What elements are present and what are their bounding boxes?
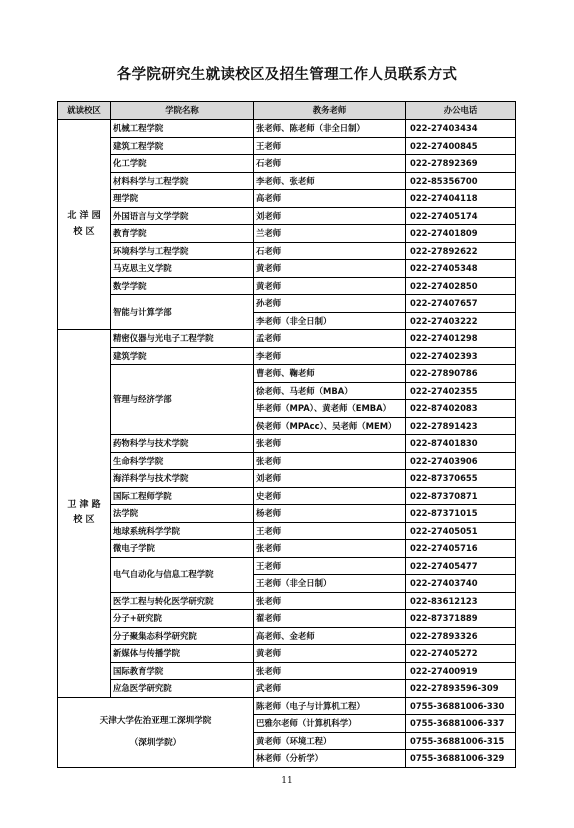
college-name: 微电子学院 <box>111 540 254 558</box>
college-name: 数学学院 <box>111 277 254 295</box>
table-row <box>58 260 516 278</box>
table-row <box>58 505 516 523</box>
contact-table <box>57 101 516 768</box>
teacher-name: 兰老师 <box>254 225 406 243</box>
campus-shenzhen <box>58 697 254 767</box>
teacher-name: 杨老师 <box>254 505 406 523</box>
office-phone: 022-27402355 <box>406 382 516 400</box>
table-row <box>58 277 516 295</box>
office-phone: 022-27891423 <box>406 417 516 435</box>
table-row <box>58 242 516 260</box>
teacher-name: 李老师 <box>254 347 406 365</box>
office-phone: 022-27405716 <box>406 540 516 558</box>
office-phone: 022-27401809 <box>406 225 516 243</box>
teacher-name: 黄老师 <box>254 645 406 663</box>
office-phone: 022-85356700 <box>406 172 516 190</box>
campus-name-line2: 校 区 <box>73 226 95 237</box>
teacher-name: 高老师 <box>254 190 406 208</box>
teacher-name: 史老师 <box>254 487 406 505</box>
office-phone: 022-27405477 <box>406 557 516 575</box>
college-name: 药物科学与技术学院 <box>111 435 254 453</box>
office-phone: 0755-36881006-330 <box>406 697 516 715</box>
campus-name-line2: 校 区 <box>73 515 95 526</box>
shenzhen-school-alias: （深圳学院） <box>129 738 182 748</box>
teacher-name: 张老师 <box>254 540 406 558</box>
office-phone: 022-27402850 <box>406 277 516 295</box>
office-phone: 022-83612123 <box>406 592 516 610</box>
table-row <box>58 190 516 208</box>
campus-weijin <box>58 330 111 698</box>
teacher-name: 王老师 <box>254 522 406 540</box>
teacher-name: 黄老师（环境工程） <box>254 732 406 750</box>
college-name: 分子聚集态科学研究院 <box>111 627 254 645</box>
college-name: 新媒体与传播学院 <box>111 645 254 663</box>
office-phone: 022-27405174 <box>406 207 516 225</box>
office-phone: 022-27403906 <box>406 452 516 470</box>
college-name: 分子+研究院 <box>111 610 254 628</box>
campus-name-line1: 卫 津 路 <box>67 499 101 510</box>
campus-name-line1: 北 洋 园 <box>67 211 101 222</box>
teacher-name: 武老师 <box>254 680 406 698</box>
table-row <box>58 645 516 663</box>
teacher-name: 陈老师（电子与计算机工程） <box>254 697 406 715</box>
office-phone: 0755-36881006-337 <box>406 715 516 733</box>
college-name: 海洋科学与技术学院 <box>111 470 254 488</box>
office-phone: 022-27893326 <box>406 627 516 645</box>
teacher-name: 石老师 <box>254 155 406 173</box>
campus-beiyang <box>58 120 111 330</box>
teacher-name: 王老师 <box>254 557 406 575</box>
teacher-name: 刘老师 <box>254 207 406 225</box>
college-name: 外国语言与文学学院 <box>111 207 254 225</box>
teacher-name: 林老师（分析学） <box>254 750 406 768</box>
table-row <box>58 680 516 698</box>
office-phone: 022-87402083 <box>406 400 516 418</box>
teacher-name: 毕老师（MPA）、黄老师（EMBA） <box>254 400 406 418</box>
office-phone: 022-87401830 <box>406 435 516 453</box>
office-phone: 022-27400845 <box>406 137 516 155</box>
college-name: 应急医学研究院 <box>111 680 254 698</box>
teacher-name: 张老师、陈老师（非全日制） <box>254 120 406 138</box>
table-row <box>58 522 516 540</box>
table-row <box>58 207 516 225</box>
college-name: 理学院 <box>111 190 254 208</box>
table-row <box>58 487 516 505</box>
teacher-name: 徐老师、马老师（MBA） <box>254 382 406 400</box>
table-row <box>58 435 516 453</box>
teacher-name: 李老师（非全日制） <box>254 312 406 330</box>
college-name: 电气自动化与信息工程学院 <box>111 557 254 592</box>
teacher-name: 孙老师 <box>254 295 406 313</box>
college-name: 管理与经济学部 <box>111 365 254 435</box>
college-name: 环境科学与工程学院 <box>111 242 254 260</box>
table-row <box>58 120 516 138</box>
table-row <box>58 452 516 470</box>
college-name: 精密仪器与光电子工程学院 <box>111 330 254 348</box>
page-title: 各学院研究生就读校区及招生管理工作人员联系方式 <box>116 67 458 83</box>
college-name: 建筑学院 <box>111 347 254 365</box>
page-number: 11 <box>281 776 293 786</box>
college-name: 地球系统科学学院 <box>111 522 254 540</box>
table-row <box>58 592 516 610</box>
teacher-name: 石老师 <box>254 242 406 260</box>
office-phone: 022-27403740 <box>406 575 516 593</box>
table-header-row <box>58 102 516 120</box>
table-row <box>58 610 516 628</box>
office-phone: 022-27402393 <box>406 347 516 365</box>
teacher-name: 孟老师 <box>254 330 406 348</box>
teacher-name: 张老师 <box>254 435 406 453</box>
table-row <box>58 470 516 488</box>
college-name: 国际工程师学院 <box>111 487 254 505</box>
teacher-name: 巴雅尔老师（计算机科学） <box>254 715 406 733</box>
teacher-name: 黄老师 <box>254 277 406 295</box>
college-name: 国际教育学院 <box>111 662 254 680</box>
college-name: 化工学院 <box>111 155 254 173</box>
office-phone: 022-27890786 <box>406 365 516 383</box>
office-phone: 022-27405348 <box>406 260 516 278</box>
office-phone: 022-27892622 <box>406 242 516 260</box>
office-phone: 022-27403434 <box>406 120 516 138</box>
office-phone: 022-27405051 <box>406 522 516 540</box>
teacher-name: 曹老师、鞠老师 <box>254 365 406 383</box>
teacher-name: 王老师 <box>254 137 406 155</box>
college-name: 建筑工程学院 <box>111 137 254 155</box>
office-phone: 022-27407657 <box>406 295 516 313</box>
office-phone: 022-27893596-309 <box>406 680 516 698</box>
teacher-name: 侯老师（MPAcc）、吴老师（MEM） <box>254 417 406 435</box>
college-name: 机械工程学院 <box>111 120 254 138</box>
college-name: 医学工程与转化医学研究院 <box>111 592 254 610</box>
table-row <box>58 137 516 155</box>
office-phone: 022-87371015 <box>406 505 516 523</box>
teacher-name: 高老师、金老师 <box>254 627 406 645</box>
office-phone: 022-27892369 <box>406 155 516 173</box>
table-row <box>58 295 516 313</box>
table-row <box>58 225 516 243</box>
office-phone: 022-27403222 <box>406 312 516 330</box>
table-row <box>58 557 516 575</box>
header-college: 学院名称 <box>111 102 254 120</box>
teacher-name: 张老师 <box>254 452 406 470</box>
office-phone: 022-87370655 <box>406 470 516 488</box>
college-name: 智能与计算学部 <box>111 295 254 330</box>
office-phone: 0755-36881006-315 <box>406 732 516 750</box>
table-row <box>58 347 516 365</box>
teacher-name: 王老师（非全日制） <box>254 575 406 593</box>
teacher-name: 刘老师 <box>254 470 406 488</box>
office-phone: 022-27400919 <box>406 662 516 680</box>
office-phone: 022-27401298 <box>406 330 516 348</box>
teacher-name: 张老师 <box>254 662 406 680</box>
table-row <box>58 662 516 680</box>
teacher-name: 张老师 <box>254 592 406 610</box>
office-phone: 022-27405272 <box>406 645 516 663</box>
table-row <box>58 627 516 645</box>
teacher-name: 李老师、张老师 <box>254 172 406 190</box>
table-row <box>58 697 516 715</box>
teacher-name: 黄老师 <box>254 260 406 278</box>
teacher-name: 翟老师 <box>254 610 406 628</box>
college-name: 法学院 <box>111 505 254 523</box>
table-row <box>58 540 516 558</box>
college-name: 生命科学学院 <box>111 452 254 470</box>
header-campus: 就读校区 <box>58 102 111 120</box>
shenzhen-school-name: 天津大学佐治亚理工深圳学院 <box>99 715 212 726</box>
table-row <box>58 365 516 383</box>
college-name: 教育学院 <box>111 225 254 243</box>
office-phone: 022-27404118 <box>406 190 516 208</box>
office-phone: 022-87371889 <box>406 610 516 628</box>
college-name: 马克思主义学院 <box>111 260 254 278</box>
header-teacher: 教务老师 <box>254 102 406 120</box>
college-name: 材料科学与工程学院 <box>111 172 254 190</box>
office-phone: 022-87370871 <box>406 487 516 505</box>
office-phone: 0755-36881006-329 <box>406 750 516 768</box>
table-row <box>58 155 516 173</box>
table-row <box>58 330 516 348</box>
table-row <box>58 172 516 190</box>
header-phone: 办公电话 <box>406 102 516 120</box>
